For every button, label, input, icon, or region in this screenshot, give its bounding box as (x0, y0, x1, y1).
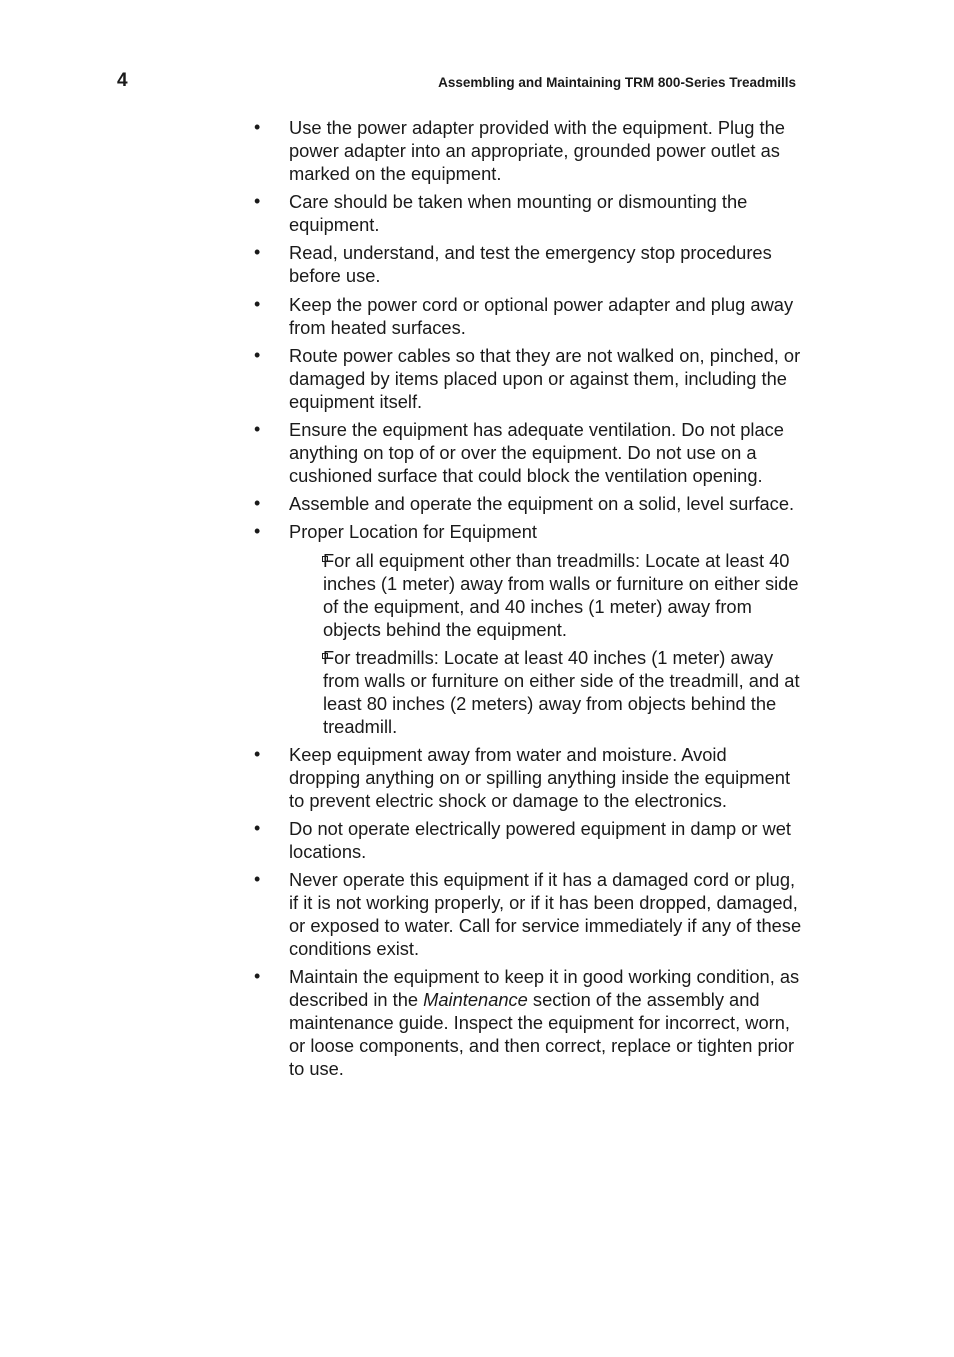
list-item-text: Assemble and operate the equipment on a solid, level surface. (289, 493, 795, 515)
safety-bullet-list (254, 116, 802, 1086)
bullet-icon: • (254, 966, 261, 987)
location-sub-list (289, 549, 802, 738)
list-item (254, 492, 802, 515)
list-item-text (289, 965, 802, 1080)
page-number: 4 (117, 70, 128, 91)
list-item-text: Use the power adapter provided with the equipment. Plug the power adapter into an appropriate, grounded power outlet as marked on the equipment. (289, 117, 785, 184)
sub-list-item (254, 646, 802, 738)
list-item (254, 116, 802, 185)
square-bullet-icon (322, 556, 328, 562)
running-header-title: Assembling and Maintaining TRM 800-Series Treadmills (438, 75, 796, 90)
bullet-icon: • (254, 818, 261, 839)
list-item-text: Keep the power cord or optional power adapter and plug away from heated surfaces. (289, 293, 794, 338)
bullet-icon: • (254, 418, 261, 439)
list-item-text: Keep equipment away from water and moisture. Avoid dropping anything on or spilling anything inside the equipment to prevent electric shock or damage to the electronics. (289, 743, 791, 811)
maintenance-section-reference: Maintenance (423, 989, 528, 1011)
sub-list-item (254, 549, 802, 641)
list-item-text-end: section of the assembly and maintenance guide. Inspect the equipment for incorrect, worn, or loose components, and then correct, replace or tighten prior to use. (289, 989, 795, 1080)
bullet-icon: • (254, 117, 261, 137)
bullet-icon: • (254, 869, 261, 890)
list-item-text: Route power cables so that they are not walked on, pinched, or damaged by items placed upon or against them, including the equipment itself. (289, 344, 801, 412)
list-item-text: Proper Location for Equipment (289, 521, 537, 543)
bullet-icon: • (254, 344, 261, 365)
bullet-icon: • (254, 493, 261, 514)
list-item (254, 743, 802, 812)
list-item (254, 241, 802, 287)
list-item (254, 868, 802, 960)
bullet-icon: • (254, 242, 261, 263)
list-item-text: Never operate this equipment if it has a damaged cord or plug, if it is not working properly, or if it has been dropped, damaged, or exposed to water. Call for service immediately if any of these conditions exist. (289, 869, 802, 960)
list-item (254, 817, 802, 863)
bullet-icon: • (254, 293, 261, 314)
sub-list-item-text: For treadmills: Locate at least 40 inches (1 meter) away from walls or furniture on either side of the treadmill, and at least 80 inches (2 meters) away from objects behind the treadmill. (323, 646, 800, 737)
bullet-icon: • (254, 521, 261, 542)
list-item (254, 418, 802, 487)
list-item (254, 520, 802, 737)
list-item-text: Care should be taken when mounting or dismounting the equipment. (289, 191, 748, 236)
list-item-text: Do not operate electrically powered equipment in damp or wet locations. (289, 818, 791, 863)
list-item-text: Ensure the equipment has adequate ventilation. Do not place anything on top of or over the equipment. Do not use on a cushioned surface that could block the ventilation opening. (289, 418, 784, 486)
list-item (254, 344, 802, 413)
list-item (254, 190, 802, 236)
list-item (254, 293, 802, 339)
bullet-icon: • (254, 743, 261, 764)
sub-list-item-text: For all equipment other than treadmills: Locate at least 40 inches (1 meter) away from walls or furniture on either side of the equipment, and 40 inches (1 meter) away from objects behind the equipment. (323, 549, 799, 640)
list-item-text: Read, understand, and test the emergency stop procedures before use. (289, 242, 772, 287)
list-item (254, 965, 802, 1080)
list-item-text-start: Maintain the equipment to keep it in good working condition, as described in the (289, 966, 800, 1011)
square-bullet-icon (322, 653, 328, 659)
bullet-icon: • (254, 191, 261, 212)
